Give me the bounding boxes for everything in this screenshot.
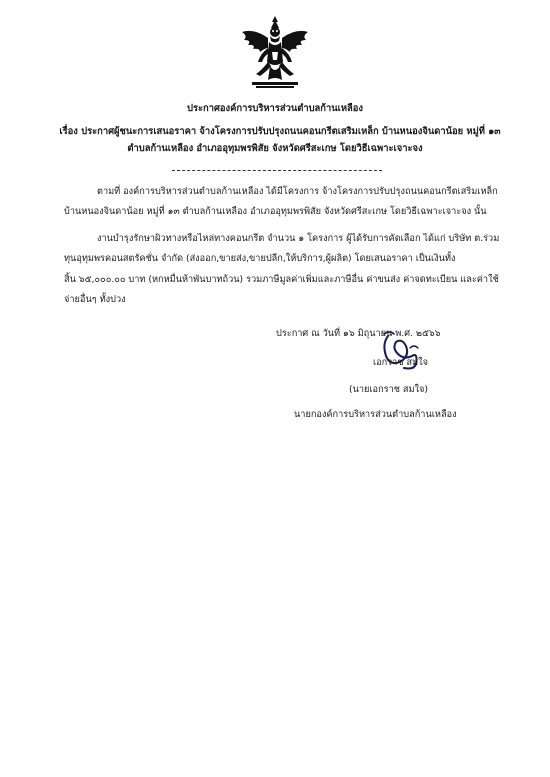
signer-full-name: (นายเอกราช สมใจ) [349, 384, 428, 395]
announcement-title: ประกาศองค์การบริหารส่วนตำบลก้านเหลือง [187, 103, 363, 114]
body-para1-line1: ตามที่ องค์การบริหารส่วนตำบลก้านเหลือง ได้มีโครงการ จ้างโครงการปรับปรุงถนนคอนกรีตเสริมเหล็ก [97, 186, 498, 197]
body-para2-line3: สิ้น ๖๕,๐๐๐.๐๐ บาท (หกหมื่นห้าพันบาทถ้วน) รวมภาษีมูลค่าเพิ่มและภาษีอื่น ค่าขนส่ง ค่าจดทะเบียน และค่าใช้ [64, 274, 499, 285]
announce-date: ประกาศ ณ วันที่ ๑๖ มิถุนายน พ.ศ. ๒๕๖๖ [276, 328, 441, 339]
garuda-emblem-icon [238, 14, 312, 92]
body-para2-line4: จ่ายอื่นๆ ทั้งปวง [64, 294, 126, 305]
announcement-location: ตำบลก้านเหลือง อำเภออุทุมพรพิสัย จังหวัดศรีสะเกษ โดยวิธีเฉพาะเจาะจง [127, 143, 423, 154]
body-para2-line1: งานบำรุงรักษาผิวทางหรือไหล่ทางคอนกรีต จำนวน ๑ โครงการ ผู้ได้รับการคัดเลือก ได้แก่ บริษัท ต.ร่วม [97, 233, 500, 244]
body-para2-line2: ทุนอุทุมพรคอนสตรัคชั่น จำกัด (ส่งออก,ขายส่ง,ขายปลีก,ให้บริการ,ผู้ผลิต) โดยเสนอราคา เป็นเงินทั้ง [64, 253, 456, 264]
signer-short-name: เอกราช สมใจ [373, 357, 429, 368]
section-divider [172, 170, 382, 171]
body-para1-line2: บ้านหนองจินดาน้อย หมู่ที่ ๑๓ ตำบลก้านเหลือง อำเภออุทุมพรพิสัย จังหวัดศรีสะเกษ โดยวิธีเฉพาะเจาะจง นั้น [64, 206, 487, 217]
announcement-subject: เรื่อง ประกาศผู้ชนะการเสนอราคา จ้างโครงการปรับปรุงถนนคอนกรีตเสริมเหล็ก บ้านหนองจินดาน้อย หมู่ที่ ๑๓ [59, 126, 501, 137]
signer-position: นายกองค์การบริหารส่วนตำบลก้านเหลือง [294, 409, 457, 420]
